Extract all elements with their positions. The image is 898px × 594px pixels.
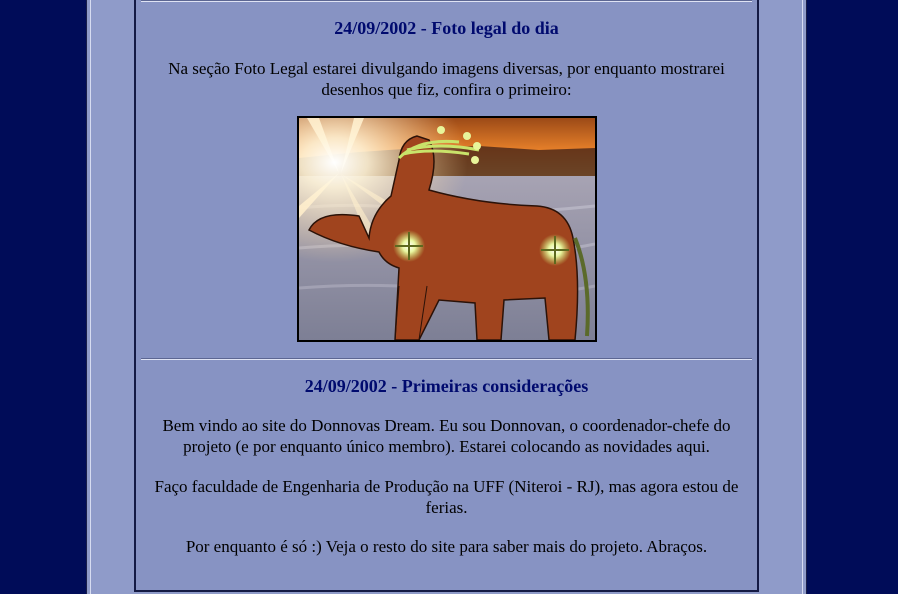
news-content-box [134, 0, 759, 592]
post-paragraph: Por enquanto é só :) Veja o resto do site para saber mais do projeto. Abraços. [185, 537, 708, 556]
top-divider [141, 0, 752, 2]
post-paragraph: Bem vindo ao site do Donnovas Dream. Eu sou Donnovan, o coordenador-chefe do projeto (e por enquanto único membro). Estarei colocando as novidades aqui. [162, 416, 731, 456]
post-paragraph: Faço faculdade de Engenharia de Produção na UFF (Niteroi - RJ), mas agora estou de ferias. [154, 477, 739, 517]
band-divider-right [802, 0, 803, 594]
horse-drawing-image [299, 118, 595, 340]
post-divider [141, 358, 752, 360]
post-paragraph: Na seção Foto Legal estarei divulgando imagens diversas, por enquanto mostrarei desenhos que fiz, confira o primeiro: [168, 59, 725, 99]
post-title-foto-legal: 24/09/2002 - Foto legal do dia [334, 18, 559, 38]
band-divider-left [90, 0, 91, 594]
horse-drawing-icon [297, 116, 597, 342]
post-title-primeiras-consideracoes: 24/09/2002 - Primeiras considerações [304, 376, 589, 396]
